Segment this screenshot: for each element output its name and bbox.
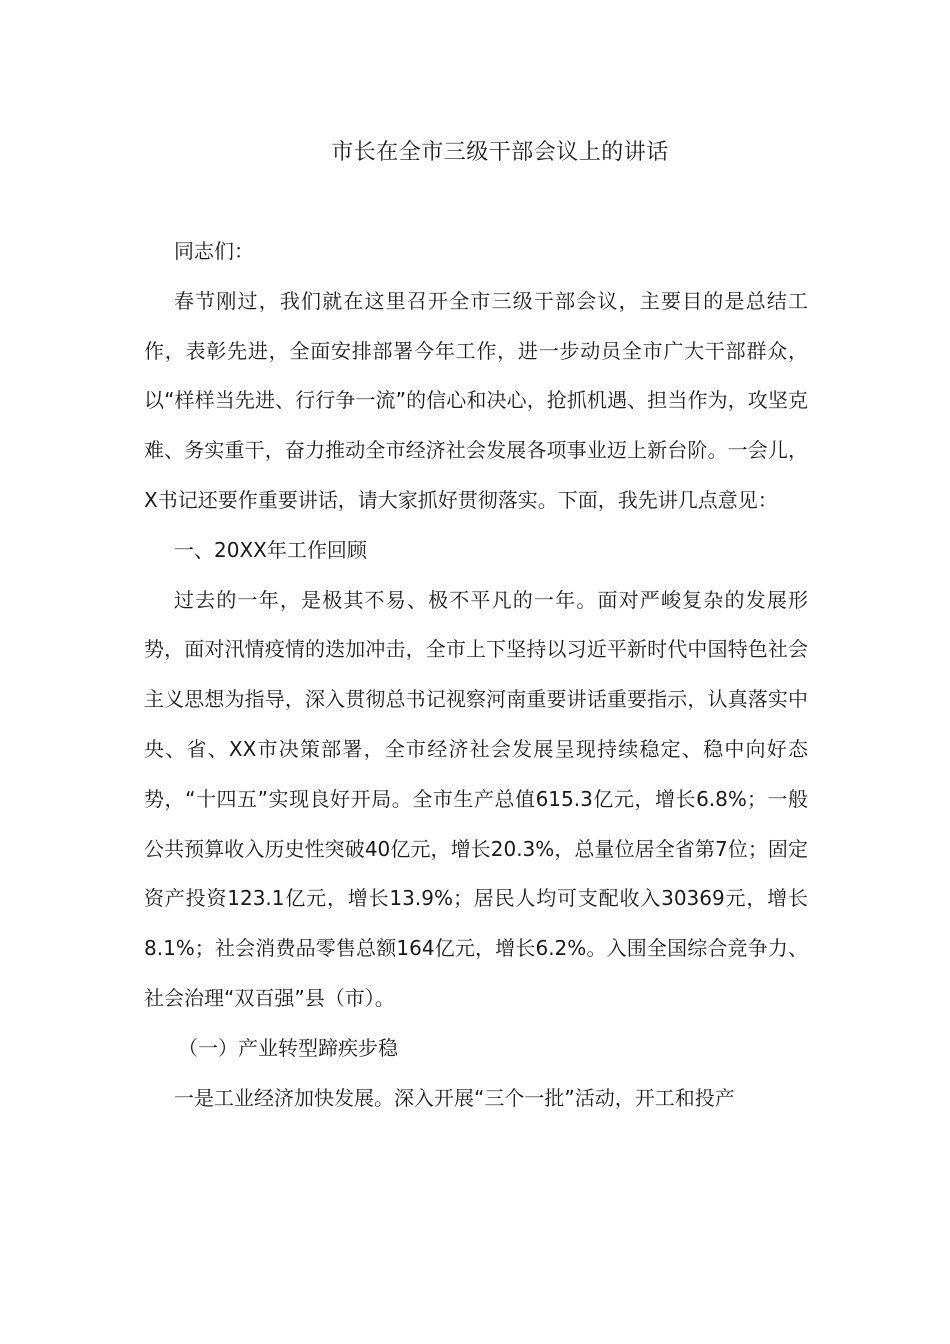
section-heading: 一、20XX年工作回顾	[174, 537, 367, 562]
intro-paragraph: 春节刚过，我们就在这里召开全市三级干部会议，主要目的是总结工作，表彰先进，全面安排部署今年工作，进一步动员全市广大干部群众，以“样样当先进、行行争一流”的信心和决心，抢抓机遇、担当作为，攻坚克难、务实重干，奋力推动全市经济社会发展各项事业迈上新台阶。一会儿，X书记还要作重要讲话，请大家抓好贯彻落实。下面，我先讲几点意见：	[144, 288, 808, 512]
salutation: 同志们：	[174, 239, 254, 263]
industry-paragraph: 一是工业经济加快发展。深入开展“三个一批”活动，开工和投产	[174, 1085, 735, 1110]
review-paragraph: 过去的一年，是极其不易、极不平凡的一年。面对严峻复杂的发展形势，面对汛情疫情的迭加冲击，全市上下坚持以习近平新时代中国特色社会主义思想为指导，深入贯彻总书记视察河南重要讲话重要指示，认真落实中央、省、XX市决策部署，全市经济社会发展呈现持续稳定、稳中向好态势，“十四五”实现良好开局。全市生产总值615.3亿元，增长6.8%；一般公共预算收入历史性突破40亿元，增长20.3%，总量位居全省第7位；固定资产投资123.1亿元，增长13.9%；居民人均可支配收入30369元，增长8.1%；社会消费品零售总额164亿元，增长6.2%。入围全国综合竞争力、社会治理“双百强”县（市）。	[144, 587, 808, 1010]
document-title: 市长在全市三级干部会议上的讲话	[331, 140, 669, 165]
subsection-heading: （一）产业转型蹄疾步稳	[178, 1035, 398, 1060]
document-body	[144, 227, 808, 1123]
